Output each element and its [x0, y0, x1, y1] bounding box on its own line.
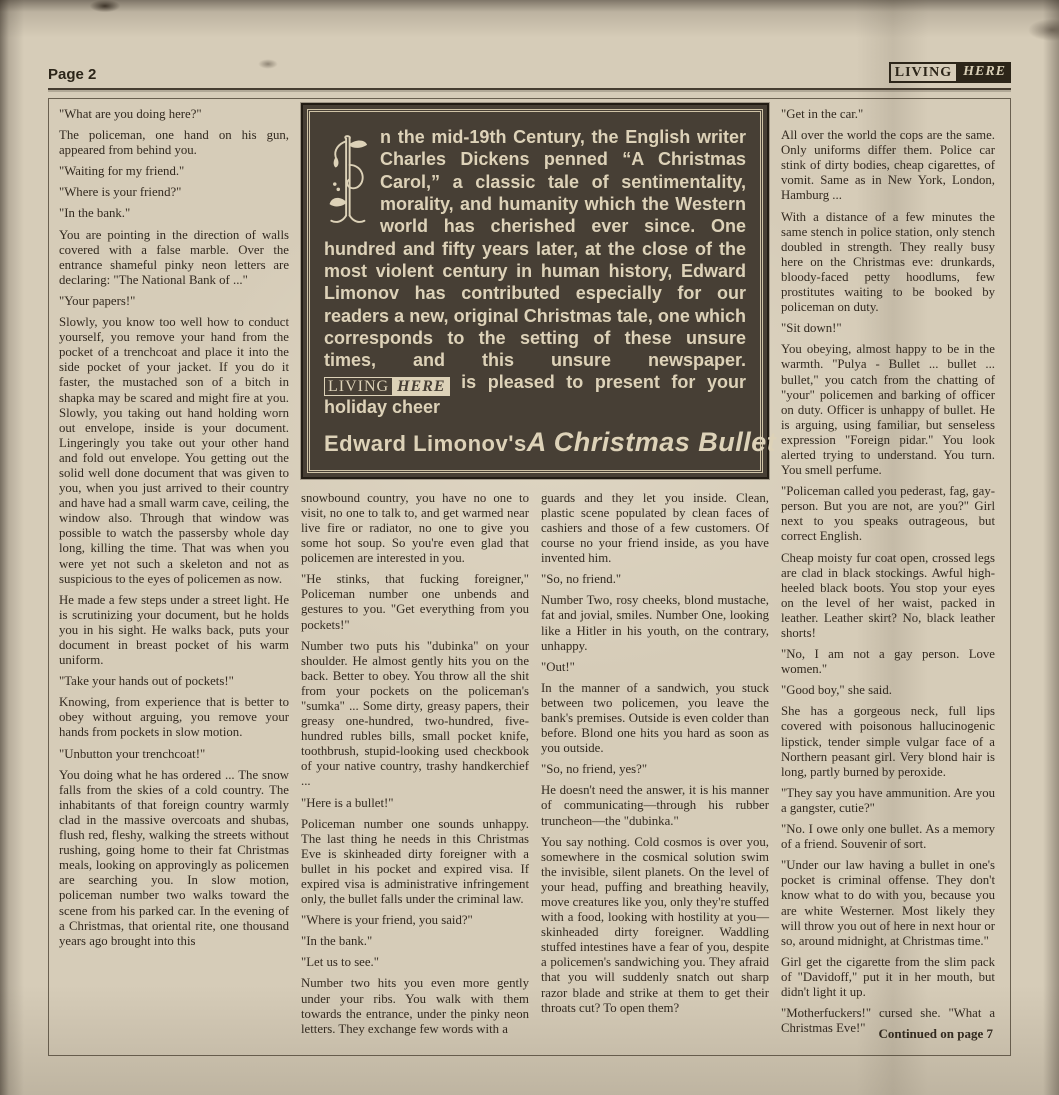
masthead-here-label: HERE — [958, 62, 1011, 83]
story-paragraph: "So, no friend, yes?" — [541, 762, 648, 777]
story-paragraph: All over the world the cops are the same. Only uniforms differ them. Police car stink of dirty bodies, cheap cigarettes, of vomit. Same as in New York, London, Hamburg ... — [781, 128, 995, 203]
story-title: A Christmas Bullet — [526, 426, 777, 457]
center-columns — [301, 491, 769, 1043]
story-paragraph: "Where is your friend?" — [59, 185, 182, 200]
masthead-living-label: LIVING — [889, 62, 958, 83]
story-paragraph: snowbound country, you have no one to visit, no one to talk to, and get warmed near live fire or radiator, no one to give you some hot soup. So you're even glad that policemen are interested in you. — [301, 490, 529, 566]
story-paragraph: "Let us to see." — [301, 955, 379, 970]
story-paragraph: She has a gorgeous neck, full lips covered with poisonous hallucinogenic lipstick, tender simple vulgar face of a Northern peasant girl. Very blond hair is long, partly burned by peroxide. — [781, 704, 995, 779]
story-paragraph: "Policeman called you pederast, fag, gay-person. But you are not, are you?" Girl next to you speaks outrageous, but correct English. — [781, 484, 995, 544]
inline-masthead-logo — [324, 377, 450, 396]
story-column-3 — [541, 491, 769, 1043]
story-paragraph: "Take your hands out of pockets!" — [59, 674, 234, 689]
intro-text — [324, 126, 746, 419]
story-paragraph: "Motherfuckers!" cursed she. "What a Christmas Eve!" — [781, 1006, 995, 1036]
story-paragraph: "He stinks, that fucking foreigner," Policeman number one unbends and gestures to you. "Get everything from you pockets!" — [301, 572, 529, 632]
story-paragraph: Slowly, you know too well how to conduct yourself, you remove your hand from the pocket of a trenchcoat and place it into the side pocket of your jacket. If you do it faster, the mustached son of a bitch in shapka may be scared and might fire at you. Slowly, you taking out hand holding worn out envelope, inside is your document. Lingeringly you take out your other hand and fold out envelope. You getting out the solid well done document that was given to you, when you just arrived to their country and have had a small warm cave, ceiling, the window also. Through that window was possible to watch the passersby whole day long, killing the time. That was when you were yet not such a skeleton and not as suspicious to the eyes of policemen as now. — [59, 315, 289, 586]
intro-text-part1: n the mid-19th Century, the English writer Charles Dickens penned “A Christmas Carol,” a classic tale of sentimentality, morality, and humanity which the Western world has cherished ever since. One hundred and fifty years later, at the close of the most violent century in human history, Edward Limonov has contributed especially for our readers a new, original Christmas tale, one which corresponds to the setting of these unsure times, and this unsure newspaper. — [324, 127, 746, 371]
byline: Edward Limonov's — [324, 430, 527, 456]
story-paragraph: "No. I owe only one bullet. As a memory of a friend. Souvenir of sort. — [781, 822, 995, 852]
page-header — [48, 0, 1011, 90]
center-section — [301, 107, 777, 1043]
story-paragraph: You doing what he has ordered ... The snow falls from the skies of a cold country. The inhabitants of that foreign country warmly clad in the massive overcoats and shubas, flush red, fleshy, walking the streets without rushing, going home to their fat Christmas meals, looking on approvingly as policemen are searching you. In slow motion, policeman number two walks toward the scene from his parked car. In the evening of a Christmas, that oriental rite, one thousand years ago brought into this — [59, 767, 289, 948]
masthead-logo — [889, 62, 1011, 83]
story-paragraph: The policeman, one hand on his gun, appeared from behind you. — [59, 128, 289, 158]
story-paragraph: "They say you have ammunition. Are you a gangster, cutie?" — [781, 785, 995, 815]
story-paragraph: You say nothing. Cold cosmos is over you, somewhere in the cosmical solution swim the invisible, silent planets. On the level of your head, puffing and breathing heavily, move creatures like you, only they're stuffed with a food, looking with hostility at you—skinheaded dirty foreigner. Waddling stuffed intestines have a fear of you, despite a policemen's sandwiching you. They afraid that you will suddenly snatch out sharp razor blade and strike at them to get their throats cut? To open them? — [541, 834, 769, 1015]
story-paragraph: You are pointing in the direction of walls covered with a false marble. Over the entrance shameful pinky neon letters are declaring: "The National Bank of ..." — [59, 227, 289, 287]
ornamental-initial-icon — [324, 130, 370, 226]
inline-here-label: HERE — [393, 377, 449, 396]
story-paragraph: "Here is a bullet!" — [301, 795, 394, 810]
page-number: Page 2 — [48, 66, 97, 83]
story-paragraph: You obeying, almost happy to be in the warmth. "Pulya - Bullet ... bullet ... bullet," you catch from the chatting of "your" policemen and barking of officer on duty. Officer is unhappy of bullet. He is arguing, using familiar, but senseless expression "Foreign pidar." You look alerted trying to understand. You turn. You smell perfume. — [781, 342, 995, 478]
story-paragraph: "No, I am not a gay person. Love women." — [781, 647, 995, 677]
story-paragraph: Number two puts his "dubinka" on your shoulder. He almost gently hits you on the back. Better to obey. You throw all the shit from your pockets on the policeman's "sumka" ... Some dirty, greasy papers, their greasy one-hundred, two-hundred, five-hundred rubles bills, small pocket knife, toothbrush, stupid-looking used checkbook of your native country, trashy handkerchief ... — [301, 638, 529, 789]
story-paragraph: He doesn't need the answer, it is his manner of communicating—through his rubber truncheon—the "dubinka." — [541, 783, 769, 828]
story-paragraph: Number Two, rosy cheeks, blond mustache, fat and jovial, smiles. Number One, looking like a Hitler in his youth, on the contrary, unhappy. — [541, 593, 769, 653]
story-paragraph: "Where is your friend, you said?" — [301, 913, 473, 928]
intro-box — [301, 103, 777, 479]
story-paragraph: Girl get the cigarette from the slim pack of "Davidoff," put it in her mouth, but didn't light it up. — [781, 954, 995, 999]
inline-living-label: LIVING — [324, 377, 393, 396]
story-paragraph: "In the bank." — [59, 206, 131, 221]
story-column-1 — [59, 107, 289, 1043]
story-paragraph: "Get in the car." — [781, 107, 864, 121]
story-paragraph: Policeman number one sounds unhappy. The last thing he needs in this Christmas Eve is skinheaded dirty foreigner with a bullet in his pocket and expired visa. If expired visa is administrative infringement only, the bullet falls under the criminal law. — [301, 816, 529, 907]
story-paragraph: He made a few steps under a street light. He is scrutinizing your document, but he holds you in his sight. He walks back, puts your document in breast pocket of his warm uniform. — [59, 592, 289, 668]
content-frame — [48, 98, 1011, 1056]
story-paragraph: "Under our law having a bullet in one's pocket is criminal offense. They don't know what to do with you, because you are white Westerner. Most likely they will throw you out of here in next hour or so, around midnight, at Christmas time." — [781, 858, 995, 948]
story-paragraph: With a distance of a few minutes the same stench in police station, only stench doubled in strength. They really busy here on the Christmas eve: drunkards, bloody-faced petty hoodlums, few prostitutes waiting to be booked by policeman on duty. — [781, 209, 995, 315]
story-paragraph: "Your papers!" — [59, 293, 136, 308]
story-column-2 — [301, 491, 529, 1043]
story-paragraph: "Sit down!" — [781, 321, 842, 336]
story-paragraph: "So, no friend." — [541, 572, 622, 587]
story-paragraph: "Waiting for my friend." — [59, 164, 185, 179]
story-paragraph: "Out!" — [541, 659, 575, 674]
story-paragraph: Knowing, from experience that is better to obey without arguing, you remove your hands from pockets in slow motion. — [59, 695, 289, 740]
intro-text-part2: is pleased to present for your holiday cheer — [324, 372, 746, 418]
story-column-4 — [781, 107, 995, 1043]
story-paragraph: "In the bank." — [301, 934, 373, 949]
continued-note: Continued on page 7 — [878, 1026, 993, 1042]
title-line — [324, 426, 777, 458]
story-paragraph: "Unbutton your trenchcoat!" — [59, 746, 206, 761]
story-paragraph: Cheap moisty fur coat open, crossed legs are clad in black stockings. Awful high-heeled black boots. You stop your eyes on the level of her waist, packed in leather. Leather skirt? No, black leather shorts! — [781, 550, 995, 640]
story-column-4-text — [781, 107, 995, 1036]
intro-box-inner — [307, 109, 777, 473]
story-paragraph: In the manner of a sandwich, you stuck between two policemen, you leave the bank's premises. Outside is even colder than before. Blond one hits you hard as soon as you outside. — [541, 680, 769, 756]
story-paragraph: "What are you doing here?" — [59, 107, 202, 121]
story-paragraph: guards and they let you inside. Clean, plastic scene populated by clean faces of cashiers and those of a few customers. Of course no your friend inside, as you have invented him. — [541, 490, 769, 566]
story-paragraph: Number two hits you even more gently under your ribs. You walk with them towards the entrance, under the pinky neon letters. They exchange few words with a — [301, 976, 529, 1036]
story-paragraph: "Good boy," she said. — [781, 683, 892, 698]
